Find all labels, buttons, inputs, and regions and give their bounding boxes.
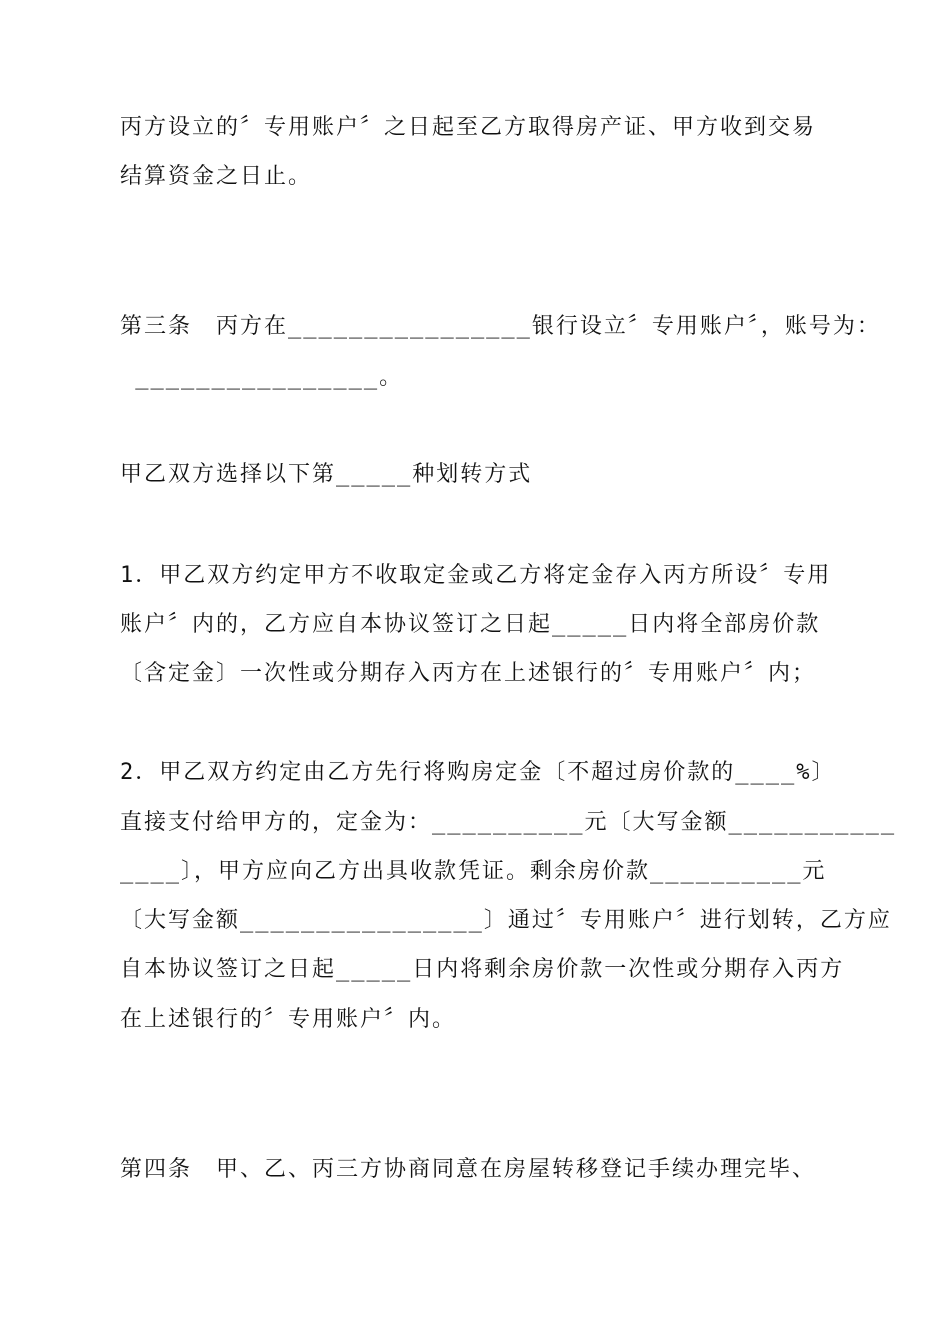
list-item-2-line: 2．甲乙双方约定由乙方先行将购房定金〔不超过房价款的____%〕 [120, 760, 836, 785]
list-item-1-line: 1．甲乙双方约定甲方不收取定金或乙方将定金存入丙方所设〞专用 [120, 563, 832, 588]
text-line: 结算资金之日止。 [120, 164, 313, 189]
text-line: 自本协议签订之日起_____日内将剩余房价款一次性或分期存入丙方 [120, 957, 845, 982]
text-line: ________________。 [120, 365, 404, 390]
text-line: 丙方设立的〞专用账户〞之日起至乙方取得房产证、甲方收到交易 [120, 115, 817, 140]
text-line: 〔大写金额________________〕通过〞专用账户〞进行划转，乙方应 [120, 908, 892, 933]
text-line: 〔含定金〕一次性或分期存入丙方在上述银行的〞专用账户〞内； [120, 661, 817, 686]
text-line: ____〕，甲方应向乙方出具收款凭证。剩余房价款__________元 [120, 859, 827, 884]
text-line: 直接支付给甲方的，定金为：__________元〔大写金额___________ [120, 810, 897, 835]
text-line: 甲乙双方选择以下第_____种划转方式 [120, 462, 533, 487]
text-line: 账户〞内的，乙方应自本协议签订之日起_____日内将全部房价款 [120, 612, 821, 637]
article-3-heading-line: 第三条 丙方在________________银行设立〞专用账户〞，账号为： [120, 314, 881, 339]
article-4-heading-line: 第四条 甲、乙、丙三方协商同意在房屋转移登记手续办理完毕、 [120, 1157, 817, 1182]
text-line: 在上述银行的〞专用账户〞内。 [120, 1007, 457, 1032]
